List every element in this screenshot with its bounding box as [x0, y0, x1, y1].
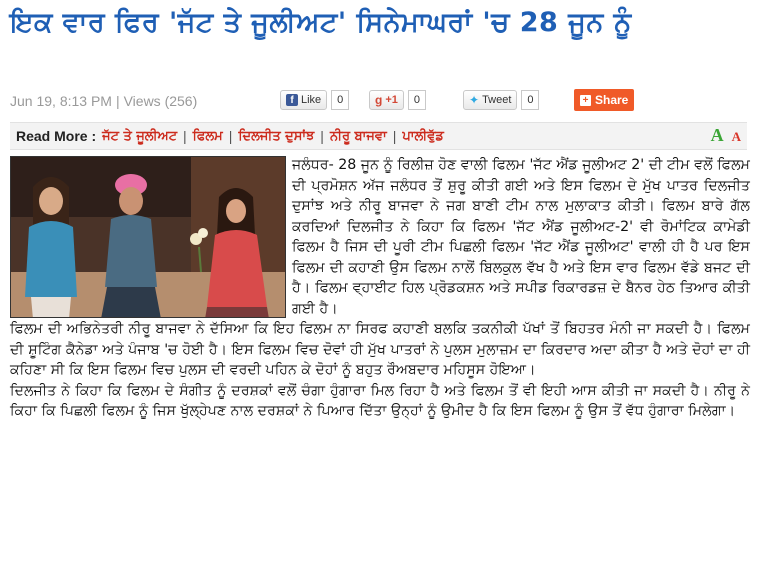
tag-separator: | [320, 128, 324, 144]
font-decrease-button[interactable]: A [731, 129, 741, 144]
read-more-label: Read More : [16, 128, 97, 144]
views-count: Views (256) [123, 93, 198, 109]
gplus-icon: g [375, 93, 383, 107]
font-increase-button[interactable]: A [710, 125, 724, 145]
gplus-count: 0 [408, 90, 426, 110]
publish-date: Jun 19, 8:13 PM [10, 93, 112, 109]
tag-link-jatt-juliet[interactable]: ਜੱਟ ਤੇ ਜੂਲੀਅਟ [102, 128, 178, 144]
tweet-count: 0 [521, 90, 539, 110]
photo-spacer [10, 155, 292, 319]
facebook-like-count: 0 [331, 90, 349, 110]
facebook-icon: f [286, 94, 298, 106]
tag-separator: | [392, 128, 397, 144]
share-label: Share [595, 93, 629, 107]
facebook-like-button[interactable] [280, 90, 327, 110]
gplus-label: +1 [385, 94, 398, 106]
tweet-widget [463, 89, 539, 111]
share-plus-icon: + [580, 95, 591, 106]
article-headline: ਇਕ ਵਾਰ ਫਿਰ 'ਜੱਟ ਤੇ ਜੂਲੀਅਟ' ਸਿਨੇਮਾਘਰਾਂ 'ਚ 28 ਜੂਨ ਨੂੰ [10, 7, 632, 38]
tweet-label: Tweet [482, 94, 512, 106]
article-paragraph: ਫਿਲਮ ਦੀ ਅਭਿਨੇਤਰੀ ਨੀਰੂ ਬਾਜਵਾ ਨੇ ਦੱਸਿਆ ਕਿ ਇਹ ਫਿਲਮ ਨਾ ਸਿਰਫ ਕਹਾਣੀ ਬਲਕਿ ਤਕਨੀਕੀ ਪੱਖਾਂ ਤੋਂ ਬਿਹਤਰ ਮੰਨੀ ਜਾ ਸਕਦੀ ਹੈ। ਫਿਲਮ ਦੀ ਸ਼ੂਟਿੰਗ ਕੈਨੇਡਾ ਅਤੇ ਪੰਜਾਬ 'ਚ ਹੋਈ ਹੈ। ਇਸ ਫਿਲਮ ਵਿਚ ਦੋਵਾਂ ਹੀ ਮੁੱਖ ਪਾਤਰਾਂ ਨੇ ਪੁਲਸ ਮੁਲਾਜ਼ਮ ਦਾ ਕਿਰਦਾਰ ਅਦਾ ਕੀਤਾ ਹੈ ਅਤੇ ਦੋਹਾਂ ਦਾ ਹੀ ਕਹਿਣਾ ਸੀ ਕਿ ਇਸ ਫਿਲਮ ਵਿਚ ਪੁਲਸ ਦੀ ਵਰਦੀ ਪਹਿਨ ਕੇ ਦੋਹਾਂ ਨੂੰ ਬਹੁਤ ਰੌਅਬਦਾਰ ਮਹਿਸੂਸ ਹੋਇਆ। [10, 321, 750, 378]
facebook-like-widget [280, 89, 349, 111]
facebook-like-label: Like [301, 94, 322, 106]
twitter-bird-icon: ✦ [469, 93, 480, 107]
article-paragraph: ਦਿਲਜੀਤ ਨੇ ਕਿਹਾ ਕਿ ਫਿਲਮ ਦੇ ਸੰਗੀਤ ਨੂੰ ਦਰਸ਼ਕਾਂ ਵਲੋਂ ਚੰਗਾ ਹੁੰਗਾਰਾ ਮਿਲ ਰਿਹਾ ਹੈ ਅਤੇ ਫਿਲਮ ਤੋਂ ਵੀ ਇਹੀ ਆਸ ਕੀਤੀ ਜਾ ਸਕਦੀ ਹੈ। ਨੀਰੂ ਨੇ ਕਿਹਾ ਕਿ ਪਿਛਲੀ ਫਿਲਮ ਨੂੰ ਜਿਸ ਖੁੱਲ੍ਹੇਪਣ ਨਾਲ ਦਰਸ਼ਕਾਂ ਨੇ ਪਿਆਰ ਦਿੱਤਾ ਉਨ੍ਹਾਂ ਨੂੰ ਉਮੀਦ ਹੈ ਕਿ ਇਸ ਫਿਲਮ ਨੂੰ ਉਸ ਤੋਂ ਵੱਧ ਹੁੰਗਾਰਾ ਮਿਲੇਗਾ। [10, 382, 750, 419]
gplus-button[interactable] [369, 90, 404, 110]
tag-link-diljit[interactable]: ਦਿਲਜੀਤ ਦੁਸਾਂਝ [238, 128, 315, 144]
tag-separator: | [183, 128, 187, 144]
tag-link-pollywood[interactable]: ਪਾਲੀਵੁੱਡ [402, 128, 444, 144]
article-paragraph: ਜਲੰਧਰ- 28 ਜੂਨ ਨੂੰ ਰਿਲੀਜ਼ ਹੋਣ ਵਾਲੀ ਫਿਲਮ 'ਜੱਟ ਐਂਡ ਜੂਲੀਅਟ 2' ਦੀ ਟੀਮ ਵਲੋਂ ਫਿਲਮ ਦੀ ਪ੍ਰਮੋਸ਼ਨ ਅੱਜ ਜਲੰਧਰ ਤੋਂ ਸ਼ੁਰੂ ਕੀਤੀ ਗਈ ਅਤੇ ਇਸ ਫਿਲਮ ਦੇ ਮੁੱਖ ਪਾਤਰ ਦਿਲਜੀਤ ਦੁਸਾਂਝ ਅਤੇ ਨੀਰੂ ਬਾਜਵਾ ਨੇ ਜਗ ਬਾਣੀ ਟੀਮ ਨਾਲ ਮੁਲਾਕਾਤ ਕੀਤੀ। ਫਿਲਮ ਬਾਰੇ ਗੱਲ ਕਰਦਿਆਂ ਦਿਲਜੀਤ ਨੇ ਕਿਹਾ ਕਿ ਫਿਲਮ 'ਜੱਟ ਐਂਡ ਜੂਲੀਅਟ-2' ਵੀ ਰੋਮਾਂਟਿਕ ਕਾਮੇਡੀ ਫਿਲਮ ਹੈ ਜਿਸ ਦੀ ਪੂਰੀ ਟੀਮ ਪਿਛਲੀ ਫਿਲਮ 'ਜੱਟ ਐਂਡ ਜੂਲੀਅਟ' ਵਾਲੀ ਹੀ ਹੈ ਪਰ ਇਸ ਫਿਲਮ ਦੀ ਕਹਾਣੀ ਉਸ ਫਿਲਮ ਨਾਲੋਂ ਬਿਲਕੁਲ ਵੱਖ ਹੈ ਅਤੇ ਇਸ ਵਾਰ ਫਿਲਮ ਵੱਡੇ ਬਜਟ ਦੀ ਹੈ। ਫਿਲਮ ਵ੍ਹਾਈਟ ਹਿਲ ਪ੍ਰੋਡਕਸ਼ਨ ਅਤੇ ਸਪੀਡ ਰਿਕਾਰਡਜ਼ ਦੇ ਬੈਨਰ ਹੇਠ ਤਿਆਰ ਕੀਤੀ ਗਈ ਹੈ। [292, 157, 750, 317]
gplus-widget [369, 89, 426, 111]
tweet-button[interactable] [463, 90, 517, 110]
tag-link-neeru[interactable]: ਨੀਰੂ ਬਾਜਵਾ [329, 128, 387, 144]
tag-link-film[interactable]: ਫਿਲਮ [192, 128, 223, 144]
share-widget [574, 89, 634, 111]
tag-separator: | [228, 128, 233, 144]
article-body [10, 155, 750, 422]
article-meta [10, 89, 197, 113]
meta-separator: | [115, 93, 120, 109]
read-more-bar [10, 122, 747, 150]
share-button[interactable] [574, 89, 634, 111]
font-size-controls [711, 125, 741, 146]
